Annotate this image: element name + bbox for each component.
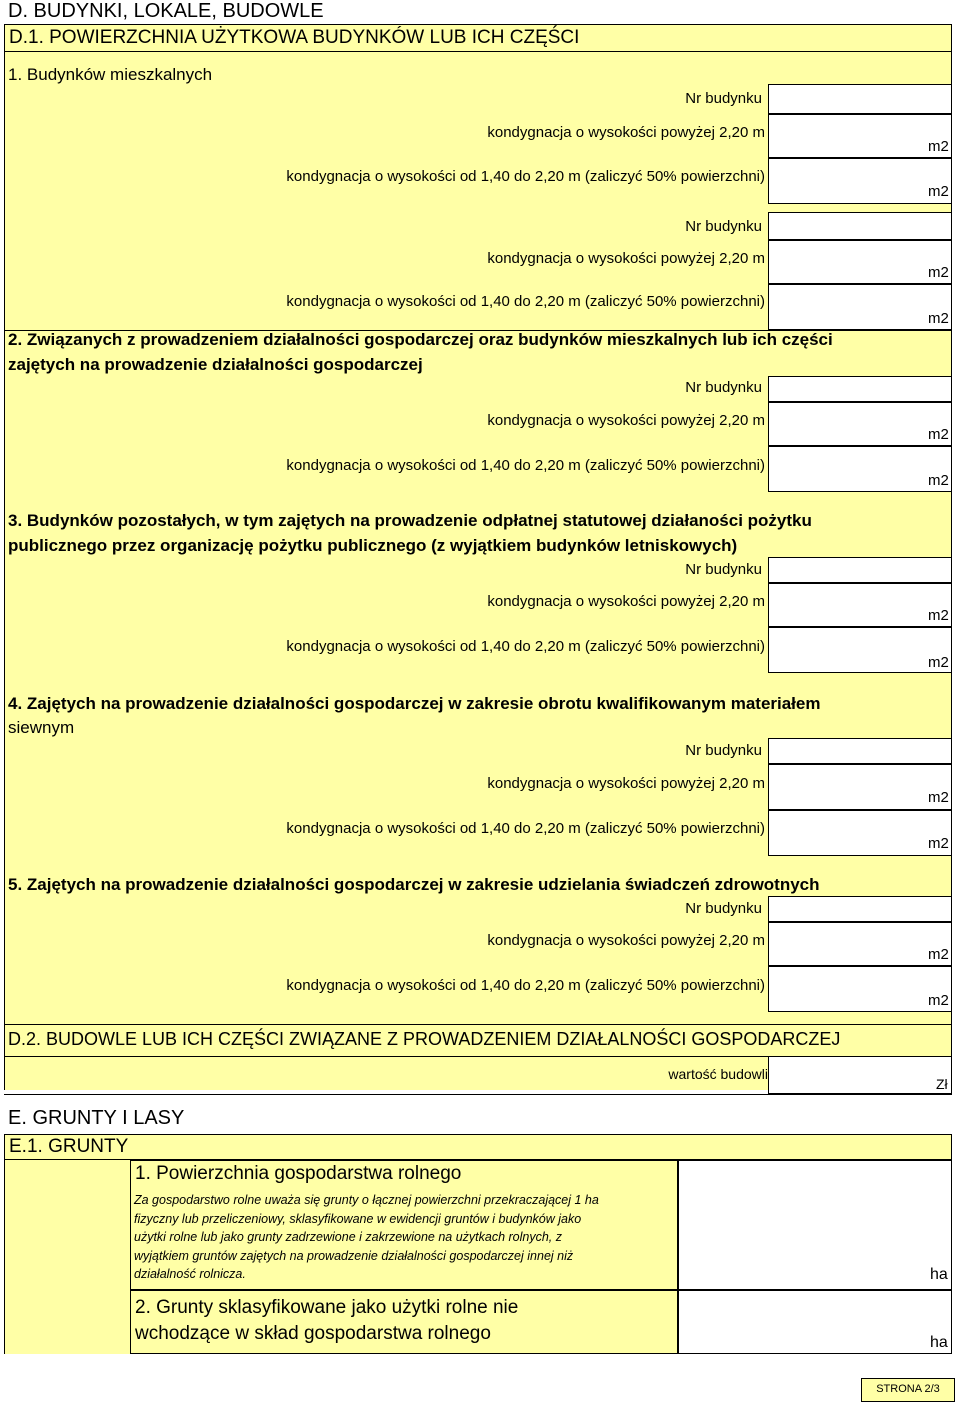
unit-m2: m2 (928, 835, 949, 852)
unit-m2: m2 (928, 472, 949, 489)
e1-header-bar (4, 1134, 952, 1160)
e1-item2-title-line1: 2. Grunty sklasyfikowane jako użytki rolne nie (135, 1297, 519, 1318)
unit-m2: m2 (928, 310, 949, 327)
high-floor-area-input[interactable] (768, 764, 952, 810)
sec5-title: 5. Zajętych na prowadzenie działalności gospodarczej w zakresie udzielania świadczeń zdrowotnych (8, 875, 820, 894)
low-floor-area-input[interactable] (768, 158, 952, 204)
sec4-title-line1: 4. Zajętych na prowadzenie działalności gospodarczej w zakresie obrotu kwalifikowanym materiałem (8, 694, 821, 713)
unit-m2: m2 (928, 138, 949, 155)
e1-item1-title: 1. Powierzchnia gospodarstwa rolnego (135, 1163, 462, 1184)
high-floor-label: kondygnacja o wysokości powyżej 2,20 m (487, 775, 765, 792)
section-title-e: E. GRUNTY I LASY (8, 1107, 185, 1129)
high-floor-label: kondygnacja o wysokości powyżej 2,20 m (487, 593, 765, 610)
low-floor-label: kondygnacja o wysokości od 1,40 do 2,20 m (zaliczyć 50% powierzchni) (286, 638, 765, 655)
high-floor-area-input[interactable] (768, 114, 952, 158)
sec1-title: 1. Budynków mieszkalnych (8, 65, 213, 84)
low-floor-area-input[interactable] (768, 627, 952, 673)
sec3-title-line1: 3. Budynków pozostałych, w tym zajętych na prowadzenie odpłatnej statutowej działaności pożytku (8, 511, 812, 530)
sec2-title-line1: 2. Związanych z prowadzeniem działalności gospodarczej oraz budynków mieszkalnych lub ich części (8, 330, 833, 349)
nr-label: Nr budynku (685, 900, 762, 917)
unit-m2: m2 (928, 789, 949, 806)
farm-area-input[interactable] (678, 1160, 952, 1290)
e1-item2-title-line2: wchodzące w skład gospodarstwa rolnego (135, 1323, 491, 1344)
nr-label: Nr budynku (685, 379, 762, 396)
building-number-input[interactable] (768, 738, 952, 764)
note-line: działalność rolnicza. (134, 1267, 246, 1281)
nr-label: Nr budynku (685, 742, 762, 759)
high-floor-area-input[interactable] (768, 922, 952, 966)
unit-m2: m2 (928, 946, 949, 963)
unit-m2: m2 (928, 264, 949, 281)
agri-land-area-input[interactable] (678, 1290, 952, 1354)
low-floor-label: kondygnacja o wysokości od 1,40 do 2,20 m (zaliczyć 50% powierzchni) (286, 168, 765, 185)
unit-m2: m2 (928, 426, 949, 443)
e1-header: E.1. GRUNTY (9, 1136, 129, 1157)
high-floor-label: kondygnacja o wysokości powyżej 2,20 m (487, 124, 765, 141)
divider (4, 1094, 952, 1095)
d2-value-label: wartość budowli (668, 1066, 768, 1082)
unit-m2: m2 (928, 992, 949, 1009)
nr-label: Nr budynku (685, 561, 762, 578)
building-number-input[interactable] (768, 376, 952, 402)
unit-m2: m2 (928, 654, 949, 671)
divider (4, 1024, 952, 1025)
unit-m2: m2 (928, 183, 949, 200)
high-floor-area-input[interactable] (768, 583, 952, 627)
unit-m2: m2 (928, 607, 949, 624)
unit-ha: ha (930, 1266, 948, 1283)
low-floor-label: kondygnacja o wysokości od 1,40 do 2,20 m (zaliczyć 50% powierzchni) (286, 457, 765, 474)
page-indicator: STRONA 2/3 (861, 1378, 955, 1402)
e1-item1-note (134, 1191, 599, 1284)
sec2-title-line2: zajętych na prowadzenie działalności gospodarczej (8, 355, 423, 374)
nr-label: Nr budynku (685, 90, 762, 107)
high-floor-label: kondygnacja o wysokości powyżej 2,20 m (487, 250, 765, 267)
unit-ha: ha (930, 1334, 948, 1351)
section-title-d: D. BUDYNKI, LOKALE, BUDOWLE (8, 0, 324, 22)
e1-item1-box (130, 1160, 678, 1290)
note-line: Za gospodarstwo rolne uważa się grunty o łącznej powierzchni przekraczającej 1 ha (134, 1193, 599, 1207)
d1-header: D.1. POWIERZCHNIA UŻYTKOWA BUDYNKÓW LUB ICH CZĘŚCI (9, 27, 580, 48)
high-floor-area-input[interactable] (768, 240, 952, 284)
high-floor-label: kondygnacja o wysokości powyżej 2,20 m (487, 412, 765, 429)
note-line: fizyczny lub przeliczeniowy, sklasyfikowane w ewidencji gruntów i budynków jako (134, 1211, 582, 1226)
building-number-input[interactable] (768, 557, 952, 583)
high-floor-area-input[interactable] (768, 402, 952, 446)
sec4-title-line2: siewnym (8, 718, 75, 737)
building-number-input[interactable] (768, 896, 952, 922)
nr-label: Nr budynku (685, 218, 762, 235)
building-number-input[interactable] (768, 84, 952, 114)
d1-header-bar (4, 24, 952, 52)
low-floor-area-input[interactable] (768, 810, 952, 856)
unit-zl: Zł (936, 1076, 948, 1092)
low-floor-area-input[interactable] (768, 966, 952, 1012)
high-floor-label: kondygnacja o wysokości powyżej 2,20 m (487, 932, 765, 949)
structure-value-input[interactable] (768, 1056, 952, 1094)
sec3-title-line2: publicznego przez organizację pożytku publicznego (z wyjątkiem budynków letniskowych) (8, 536, 738, 555)
building-number-input[interactable] (768, 212, 952, 240)
low-floor-label: kondygnacja o wysokości od 1,40 do 2,20 m (zaliczyć 50% powierzchni) (286, 820, 765, 837)
note-line: użytki rolne lub jako grunty zadrzewione i zakrzewione na użytkach rolnych, z (134, 1230, 562, 1244)
low-floor-label: kondygnacja o wysokości od 1,40 do 2,20 m (zaliczyć 50% powierzchni) (286, 293, 765, 310)
low-floor-area-input[interactable] (768, 446, 952, 492)
low-floor-label: kondygnacja o wysokości od 1,40 do 2,20 m (zaliczyć 50% powierzchni) (286, 977, 765, 994)
low-floor-area-input[interactable] (768, 284, 952, 330)
note-line: wyjątkiem gruntów zajętych na prowadzenie działalności gospodarczej innej niż (134, 1248, 574, 1263)
d2-header: D.2. BUDOWLE LUB ICH CZĘŚCI ZWIĄZANE Z PROWADZENIEM DZIAŁALNOŚCI GOSPODARCZEJ (8, 1029, 841, 1049)
e1-item2-box (130, 1290, 678, 1354)
